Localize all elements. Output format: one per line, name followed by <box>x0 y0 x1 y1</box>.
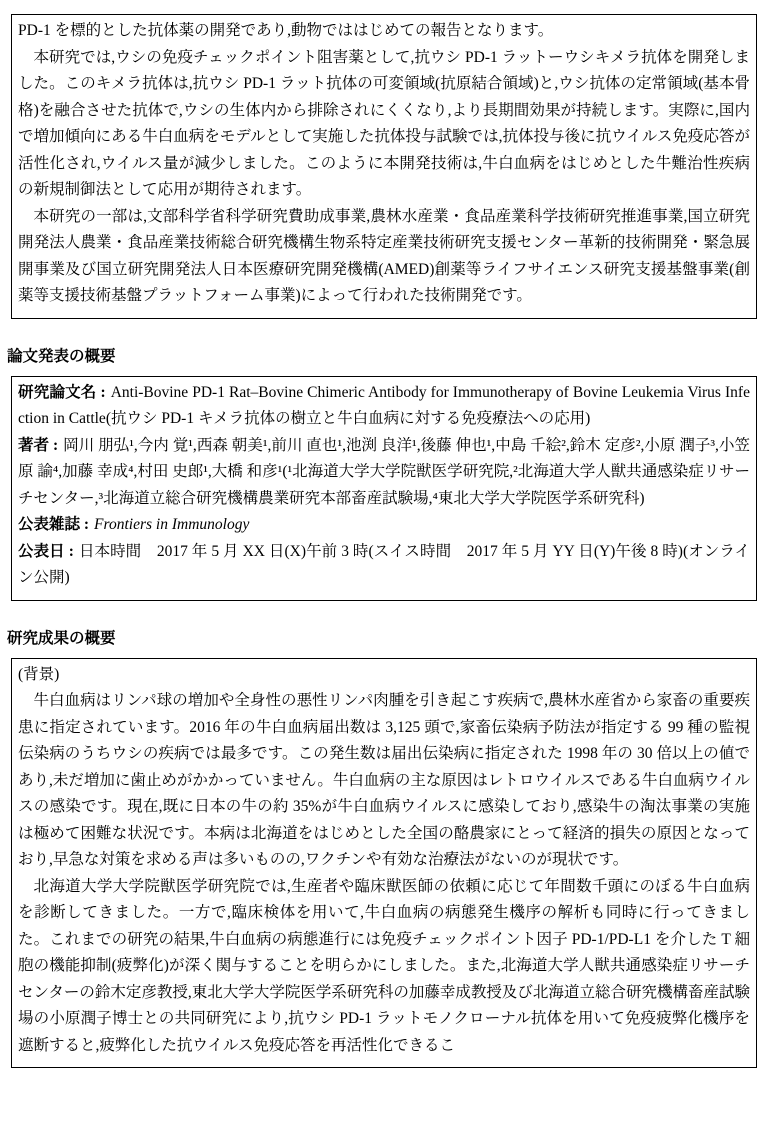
results-box <box>11 658 757 1069</box>
journal-value: Frontiers in Immunology <box>94 516 250 533</box>
paper-title-row <box>18 380 750 433</box>
publication-date-value: 日本時間 2017 年 5 月 XX 日(X)午前 3 時(スイス時間 2017 年 5 月 YY 日(Y)午後 8 時)(オンライン公開) <box>18 542 750 586</box>
paper-info-box <box>11 376 757 601</box>
journal-label: 公表雑誌 : <box>18 516 90 533</box>
journal-row <box>18 512 750 539</box>
intro-paragraph-continuation: PD-1 を標的とした抗体薬の開発であり,動物でははじめての報告となります。 <box>18 22 554 39</box>
authors-label: 著者 : <box>18 436 59 454</box>
authors-value: 岡川 朋弘¹,今内 覚¹,西森 朝美¹,前川 直也¹,池渕 良洋¹,後藤 伸也¹,中島 千絵²,鈴木 定彦²,小原 潤子³,小笠原 諭⁴,加藤 幸成⁴,村田 史郎¹,大橋 和彦¹(¹北海道大学大学院獣医学研究院,²北海道大学人獣共通感染症リサーチセンター,³北海道立総合研究機構農業研究本部畜産試験場,⁴東北大学大学院医学系研究科) <box>18 436 750 507</box>
background-paragraph-disease: 牛白血病はリンパ球の増加や全身性の悪性リンパ肉腫を引き起こす疾病で,農林水産省から家畜の重要疾患に指定されています。2016 年の牛白血病届出数は 3,125 頭で,家畜伝染病予防法が指定する 99 種の監視伝染病のうちウシの疾病では最多です。この発生数は届出伝染病に指定された 1998 年の 30 倍以上の値であり,未だ増加に歯止めがかかっていません。牛白血病の主な原因はレトロウイルスである牛白血病ウイルスの感染です。現在,既に日本の牛の約 35%が牛白血病ウイルスに感染しており,感染牛の淘汰事業の実施は極めて困難な状況です。本病は北海道をはじめとした全国の酪農家にとって経済的損失の原因となっており,早急な対策を求める声は多いものの,ワクチンや有効な治療法がないのが現状です。 <box>18 692 750 868</box>
publication-date-row <box>18 539 750 592</box>
intro-paragraph-funding: 本研究の一部は,文部科学省科学研究費助成事業,農林水産業・食品産業科学技術研究推進事業,国立研究開発法人農業・食品産業技術総合研究機構生物系特定産業技術研究支援センター革新的技術開発・緊急展開事業及び国立研究開発法人日本医療研究開発機構(AMED)創薬等ライフサイエンス研究支援基盤事業(創薬等支援技術基盤プラットフォーム事業)によって行われた技術開発です。 <box>18 207 750 304</box>
paper-title-value: Anti-Bovine PD-1 Rat–Bovine Chimeric Antibody for Immunotherapy of Bovine Leukemia Virus Infection in Cattle(抗ウシ PD-1 キメラ抗体の樹立と牛白血病に対する免疫療法への応用) <box>18 383 750 427</box>
paper-title-label: 研究論文名 : <box>18 383 106 401</box>
intro-paragraph-study: 本研究では,ウシの免疫チェックポイント阻害薬として,抗ウシ PD-1 ラットーウシキメラ抗体を開発しました。このキメラ抗体は,抗ウシ PD-1 ラット抗体の可変領域(抗原結合領域)と,ウシ抗体の定常領域(基本骨格)を融合させた抗体で,ウシの生体内から排除されにくくなり,より長期間効果が持続します。実際に,国内で増加傾向にある牛白血病をモデルとして実施した抗体投与試験では,抗体投与後に抗ウイルス免疫応答が活性化され,ウイルス量が減少しました。このように本開発技術は,牛白血病をはじめとした牛難治性疾病の新規制御法として応用が期待されます。 <box>18 48 750 198</box>
paper-section-heading: 論文発表の概要 <box>7 347 116 365</box>
background-paragraph-research: 北海道大学大学院獣医学研究院では,生産者や臨床獣医師の依頼に応じて年間数千頭にのぼる牛白血病を診断してきました。一方で,臨床検体を用いて,牛白血病の病態発生機序の解析も同時に行ってきました。これまでの研究の結果,牛白血病の病態進行には免疫チェックポイント因子 PD-1/PD-L1 を介した T 細胞の機能抑制(疲弊化)が深く関与することを明らかにしました。また,北海道大学人獣共通感染症リサーチセンターの鈴木定彦教授,東北大学大学院医学系研究科の加藤幸成教授及び北海道立総合研究機構畜産試験場の小原潤子博士との共同研究により,抗ウシ PD-1 ラットモノクローナル抗体を用いて免疫疲弊化機序を遮断すると,疲弊化した抗ウイルス免疫応答を再活性化できるこ <box>18 877 750 1054</box>
results-section-heading: 研究成果の概要 <box>7 629 116 647</box>
background-subheading: (背景) <box>18 665 60 683</box>
authors-row <box>18 433 750 513</box>
intro-box <box>11 14 757 319</box>
publication-date-label: 公表日 : <box>18 542 74 560</box>
